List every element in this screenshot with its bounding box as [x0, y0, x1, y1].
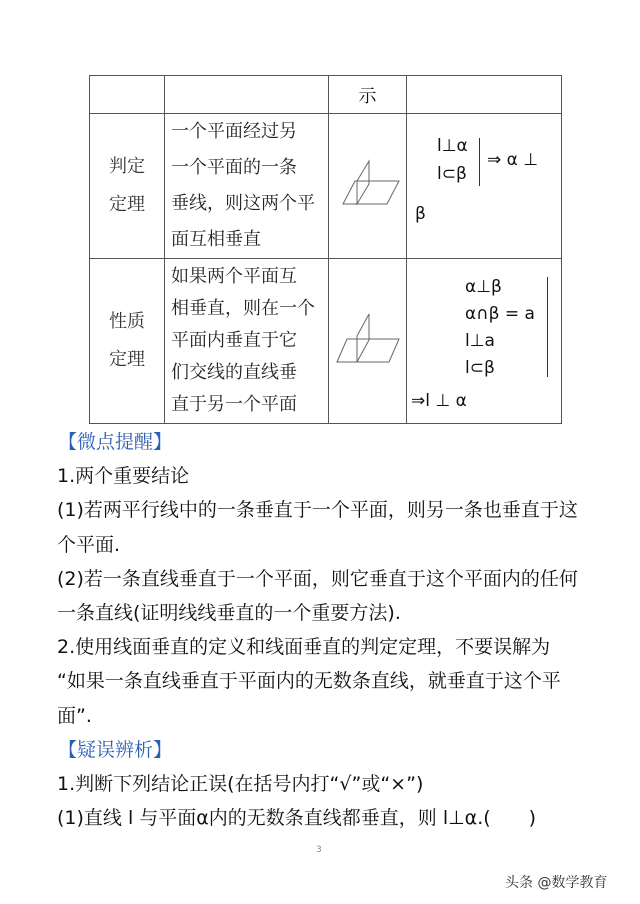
text-line: (1)直线 l 与平面α内的无数条直线都垂直，则 l⊥α.( )	[57, 807, 537, 829]
header-cell	[165, 76, 329, 114]
perpendicular-planes-icon	[329, 259, 407, 424]
watermark: 头条 @数学教育	[505, 875, 608, 891]
text-line: (1)若两平行线中的一条垂直于一个平面，则另一条也垂直于这	[57, 499, 578, 521]
text-line: (2)若一条直线垂直于一个平面，则它垂直于这个平面内的任何	[57, 568, 578, 590]
theorem-table	[89, 75, 562, 424]
row-symbol: α⊥β α∩β = a l⊥a l⊂β ⇒l ⊥ α	[407, 259, 562, 424]
text-line: 1.两个重要结论	[57, 465, 190, 487]
text-line: “如果一条直线垂直于平面内的无数条直线，就垂直于这个平	[57, 670, 561, 692]
header-cell-figure: 示	[329, 76, 407, 114]
text-line: 面”.	[57, 705, 92, 727]
table-row	[90, 259, 562, 424]
header-cell	[90, 76, 165, 114]
row-name: 性质定理	[90, 259, 165, 424]
row-description: 如果两个平面互 相垂直，则在一个 平面内垂直于它 们交线的直线垂 直于另一个平面	[165, 259, 329, 424]
text-line: 2.使用线面垂直的定义和线面垂直的判定定理，不要误解为	[57, 636, 551, 658]
text-line: 一条直线(证明线线垂直的一个重要方法).	[57, 602, 401, 624]
text-line: 个平面.	[57, 534, 121, 556]
header-cell	[407, 76, 562, 114]
page-number: 3	[316, 845, 322, 855]
row-name: 判定定理	[90, 114, 165, 259]
row-description: 一个平面经过另 一个平面的一条 垂线，则这两个平 面互相垂直	[165, 114, 329, 259]
text-line: 1.判断下列结论正误(在括号内打“√”或“×”)	[57, 773, 424, 795]
section-heading: 【微点提醒】	[58, 431, 173, 453]
row-symbol: l⊥α l⊂β ⇒ α ⊥ β	[407, 114, 562, 259]
section-heading: 【疑误辨析】	[58, 739, 173, 761]
table-row	[90, 114, 562, 259]
perpendicular-planes-icon	[329, 114, 407, 259]
